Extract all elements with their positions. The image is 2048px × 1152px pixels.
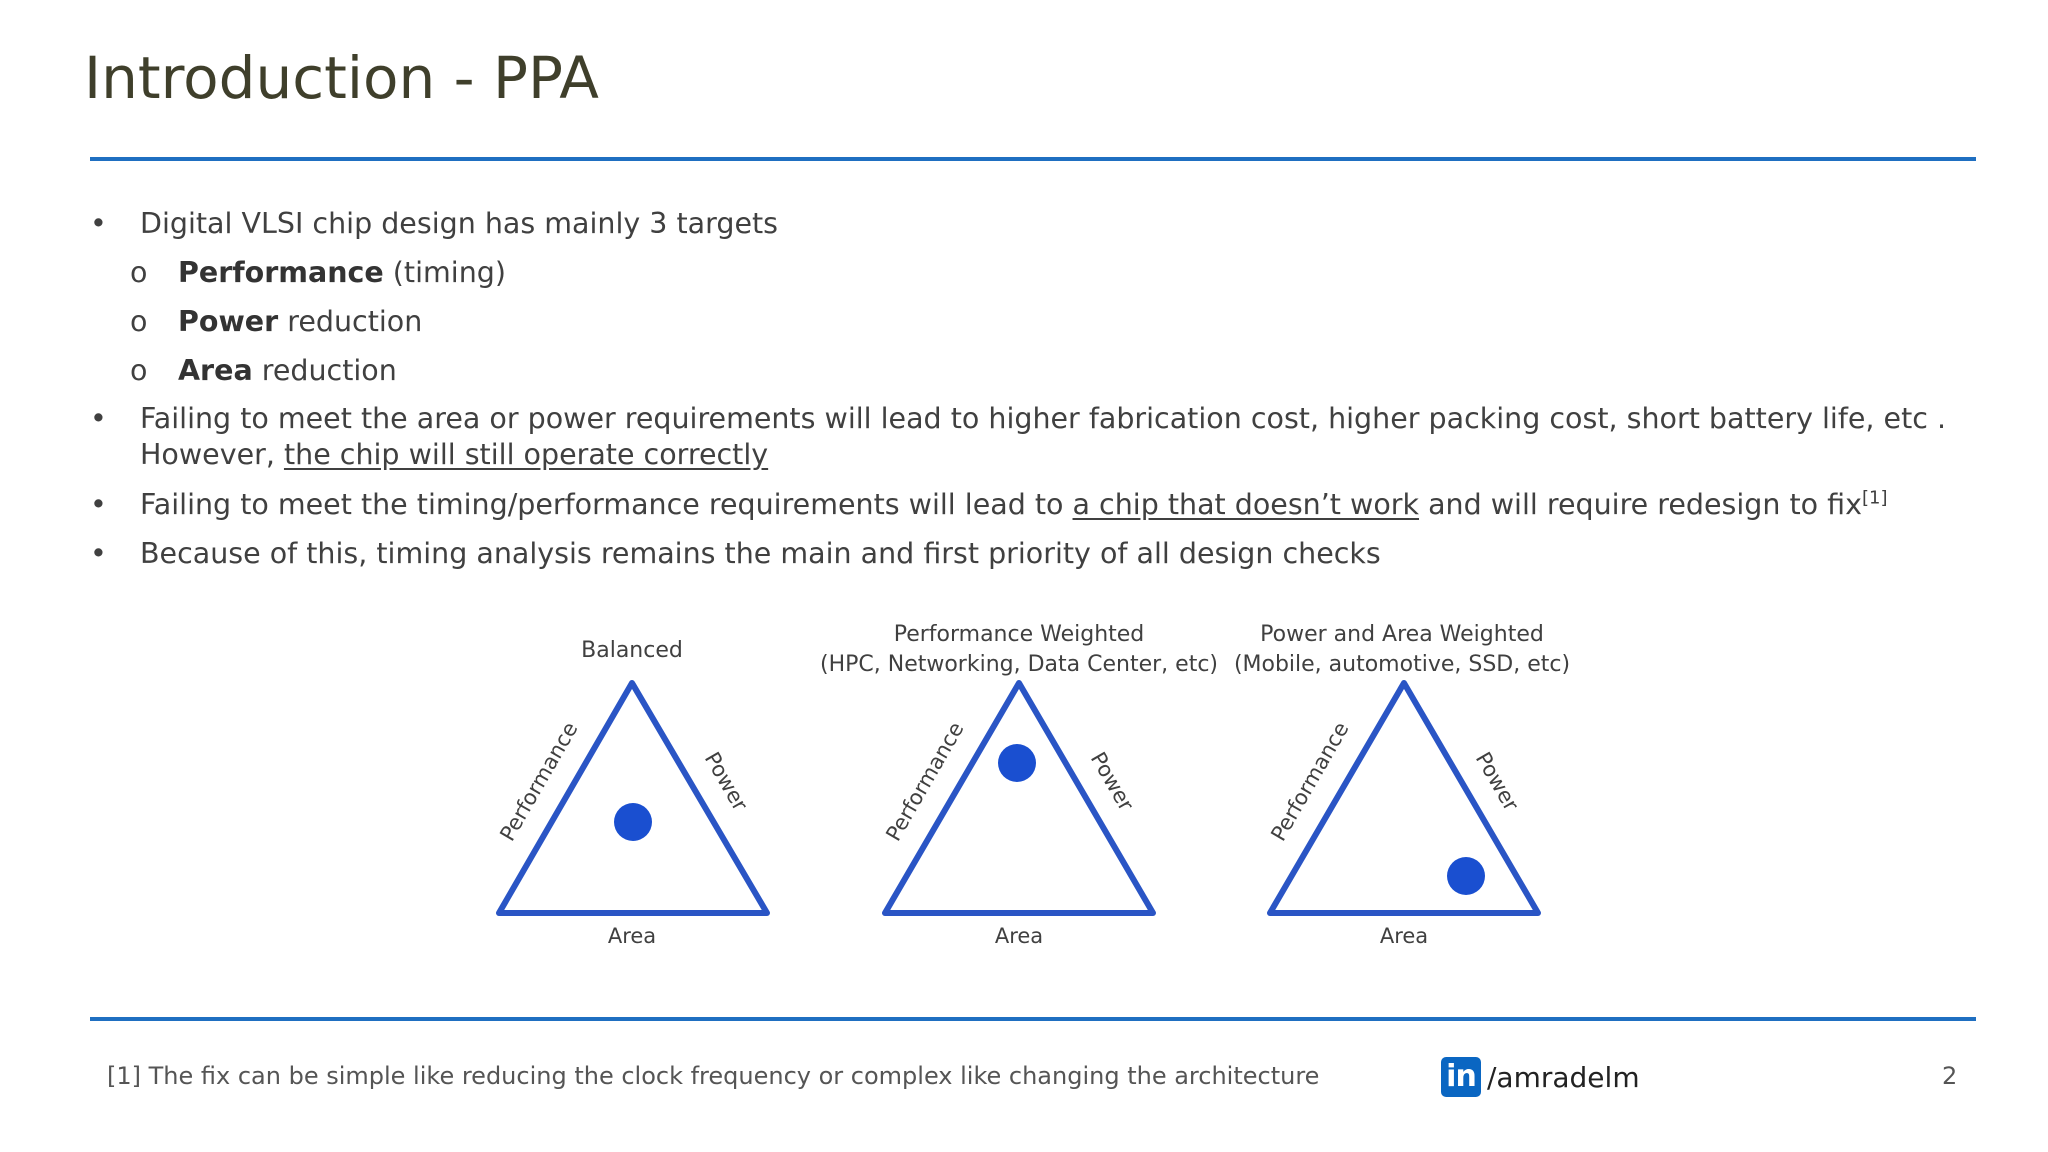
bullet-text: Digital VLSI chip design has mainly 3 targets [140, 207, 779, 240]
sub-bullet-bold: Performance [178, 256, 384, 289]
sub-bullet-text: reduction [252, 354, 397, 387]
citation-ref: [1] [1861, 487, 1888, 509]
power-axis-label: Power [699, 748, 753, 815]
sub-bullet-text: reduction [278, 305, 423, 338]
bullet-text: Because of this, timing analysis remains the main and first priority of all design checks [140, 537, 1381, 570]
bullet-marker: • [90, 207, 107, 240]
page-title: Introduction - PPA [84, 44, 599, 112]
power-axis-label: Power [1085, 748, 1139, 815]
diagram-title: Performance Weighted [893, 622, 1145, 647]
balance-dot [1447, 857, 1485, 895]
linkedin-link[interactable] [1441, 1056, 1640, 1098]
linkedin-handle: /amradelm [1487, 1060, 1640, 1094]
ppa-triangle-performance-weighted [820, 622, 1218, 948]
bullet-marker: • [90, 537, 107, 570]
bullet-marker: • [90, 402, 107, 435]
bullet-text: However, [140, 438, 284, 471]
linkedin-icon: in [1441, 1057, 1481, 1097]
sub-bullet-bold: Area [178, 354, 253, 387]
underlined-text: the chip will still operate correctly [283, 438, 769, 471]
ppa-triangle-balanced [495, 638, 767, 948]
sub-bullet-marker: o [130, 256, 148, 289]
footer-divider [90, 1017, 1976, 1021]
area-axis-label: Area [994, 924, 1044, 948]
diagram-subtitle: (HPC, Networking, Data Center, etc) [820, 652, 1218, 677]
performance-axis-label: Performance [495, 717, 583, 846]
area-axis-label: Area [607, 924, 657, 948]
sub-bullet-bold: Power [178, 305, 279, 338]
power-axis-label: Power [1470, 748, 1524, 815]
sub-bullet-marker: o [130, 354, 148, 387]
page-number: 2 [1942, 1062, 1958, 1090]
bullet-text: Failing to meet the area or power requirements will lead to higher fabrication cost, higher packing cost, short battery life, etc . [140, 402, 1947, 435]
area-axis-label: Area [1379, 924, 1429, 948]
bullet-text: and will require redesign to fix [1419, 488, 1862, 521]
performance-axis-label: Performance [1266, 717, 1354, 846]
diagram-title: Balanced [581, 638, 683, 663]
sub-bullet-text: (timing) [383, 256, 506, 289]
balance-dot [998, 744, 1036, 782]
bullet-marker: • [90, 488, 107, 521]
balance-dot [614, 803, 652, 841]
bullet-text: Failing to meet the timing/performance requirements will lead to [140, 488, 1073, 521]
diagram-title: Power and Area Weighted [1260, 622, 1544, 647]
footnote: [1] The fix can be simple like reducing the clock frequency or complex like changing the architecture [107, 1062, 1320, 1090]
ppa-triangle-power-area-weighted [1234, 622, 1570, 948]
sub-bullet-marker: o [130, 305, 148, 338]
performance-axis-label: Performance [881, 717, 969, 846]
underlined-text: a chip that doesn’t work [1072, 488, 1420, 521]
diagram-subtitle: (Mobile, automotive, SSD, etc) [1233, 652, 1571, 677]
